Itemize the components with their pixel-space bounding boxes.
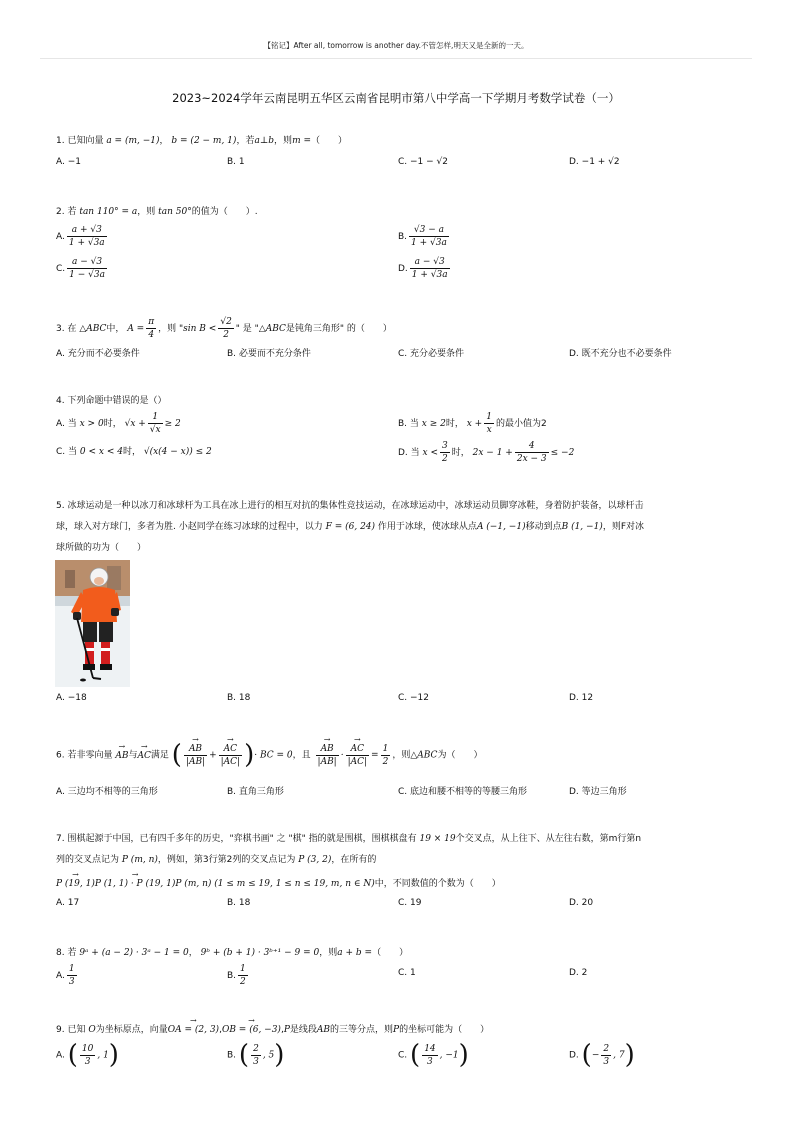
header-divider	[40, 58, 752, 59]
q4-option-d[interactable]: D. 当 x < $\frac{3}{2}$ 时， 2x − 1 + $\frac{4}{2x - 3}$ ≤ −2	[398, 441, 575, 464]
q2-option-d[interactable]: D. $\frac{a - √3}{1 + √3a}$	[398, 257, 448, 280]
q5-option-c[interactable]: C. −12	[398, 693, 429, 703]
q8-option-d[interactable]: D. 2	[569, 968, 588, 978]
q3-option-b[interactable]: B. 必要而不充分条件	[227, 349, 311, 359]
page-header: 【铭记】After all, tomorrow is another day.不管怎样,明天又是全新的一天。	[263, 41, 529, 50]
question-8-stem: 8. 若 9ᵃ + (a − 2) · 3ᵃ − 1 = 0， 9ᵇ + (b + 1) · 3ᵇ⁺¹ − 9 = 0，则a + b =（ ）	[56, 948, 409, 958]
question-3-stem: 3. 在 △ABC中， A = $\frac{\pi}{4}$ ，则 "sin B < $\frac{√2}{2}$ " 是 "△ABC是钝角三角形" 的（ ）	[56, 317, 392, 340]
q2-option-b[interactable]: B. $\frac{√3 - a}{1 + √3a}$	[398, 225, 447, 248]
q6-option-a[interactable]: A. 三边均不相等的三角形	[56, 787, 158, 797]
q8-option-c[interactable]: C. 1	[398, 968, 416, 978]
q7-option-c[interactable]: C. 19	[398, 898, 422, 908]
q2-option-c[interactable]: C. $\frac{a - √3}{1 - √3a}$	[56, 257, 105, 280]
question-5-line-2: 球，球入对方球门，多者为胜. 小赵同学在练习冰球的过程中，以力 F = (6, 24) 作用于冰球，使冰球从点A (−1, −1)移动到点B (1, −1)，则F对冰	[56, 522, 644, 532]
q9-option-c[interactable]: C. ( $\frac{14}{3}$ , −1)	[398, 1040, 469, 1070]
q7-option-a[interactable]: A. 17	[56, 898, 80, 908]
q1-option-b[interactable]: B. 1	[227, 157, 245, 167]
q1-option-c[interactable]: C. −1 − √2	[398, 157, 448, 167]
q8-option-a[interactable]: A. $\frac{1}{3}$	[56, 964, 75, 987]
question-7-line-1: 7. 围棋起源于中国，已有四千多年的历史，"弈棋书画" 之 "棋" 指的就是围棋，围棋棋盘有 19 × 19个交叉点，从上往下、从左往右数，第m行第n	[56, 834, 642, 844]
q4-option-b[interactable]: B. 当 x ≥ 2时， x + $\frac{1}{x}$ 的最小值为2	[398, 412, 547, 435]
q1-option-d[interactable]: D. −1 + √2	[569, 157, 620, 167]
q2-option-a[interactable]: A. $\frac{a + √3}{1 + √3a}$	[56, 225, 105, 248]
q4-option-c[interactable]: C. 当 0 < x < 4时， √(x(4 − x)) ≤ 2	[56, 447, 212, 457]
ice-hockey-player-photo	[55, 560, 130, 687]
q6-option-d[interactable]: D. 等边三角形	[569, 787, 627, 797]
q9-option-d[interactable]: D. (− $\frac{2}{3}$ , 7)	[569, 1040, 635, 1070]
q3-option-d[interactable]: D. 既不充分也不必要条件	[569, 349, 672, 359]
q1-option-a[interactable]: A. −1	[56, 157, 81, 167]
question-2-stem: 2. 若 tan 110° = a，则 tan 50°的值为（ ）.	[56, 207, 258, 217]
q5-option-b[interactable]: B. 18	[227, 693, 251, 703]
q5-option-d[interactable]: D. 12	[569, 693, 594, 703]
question-5-line-3: 球所做的功为（ ）	[56, 543, 147, 553]
q7-option-d[interactable]: D. 20	[569, 898, 594, 908]
q6-option-c[interactable]: C. 底边和腰不相等的等腰三角形	[398, 787, 528, 797]
question-1-stem: 1. 已知向量 a = (m, −1)， b = (2 − m, 1)，若a⊥b，则m =（ ）	[56, 136, 348, 146]
question-5-line-1: 5. 冰球运动是一种以冰刀和冰球杆为工具在冰上进行的相互对抗的集体性竞技运动，在冰球运动中，冰球运动员脚穿冰鞋，身着防护装备，以球杆击	[56, 501, 644, 511]
q6-option-b[interactable]: B. 直角三角形	[227, 787, 284, 797]
q7-option-b[interactable]: B. 18	[227, 898, 251, 908]
question-7-line-3: → P (19, 1)→ P (1, 1) · P (19, 1)P (m, n) (1 ≤ m ≤ 19, 1 ≤ n ≤ 19, m, n ∈ N)中，不同数值的个数为（ ）	[56, 877, 756, 891]
q5-option-a[interactable]: A. −18	[56, 693, 87, 703]
q9-option-a[interactable]: A. ( $\frac{10}{3}$ , 1)	[56, 1040, 119, 1070]
question-6-stem: 6. 若非零向量 → AB与→ AC满足 ( → $\frac{AB}{|AB|}$ + → $\frac{AC}{|AC|}$ )· BC = 0，且 → $\frac{AB}{|AB|}$ · → $\frac{AC}{|AC|}$ = $\frac{1}{2}$ ，则△ABC为（ ）	[56, 738, 756, 773]
question-7-line-2: 列的交叉点记为 P (m, n)，例如，第3行第2列的交叉点记为 P (3, 2)，在所有的	[56, 855, 377, 865]
question-4-stem: 4. 下列命题中错误的是（）	[56, 396, 167, 406]
q8-option-b[interactable]: B. $\frac{1}{2}$	[227, 964, 246, 987]
q9-option-b[interactable]: B. ( $\frac{2}{3}$ , 5)	[227, 1040, 285, 1070]
q3-option-a[interactable]: A. 充分而不必要条件	[56, 349, 140, 359]
exam-title: 2023~2024学年云南昆明五华区云南省昆明市第八中学高一下学期月考数学试卷（一）	[172, 91, 620, 105]
q4-option-a[interactable]: A. 当 x > 0时， √x + $\frac{1}{√x}$ ≥ 2	[56, 412, 181, 435]
q3-option-c[interactable]: C. 充分必要条件	[398, 349, 465, 359]
question-9-stem: 9. 已知 O为坐标原点，向量→ OA = (2, 3),→ OB = (6, −3),P是线段AB的三等分点，则P的坐标可能为（ ）	[56, 1023, 756, 1037]
